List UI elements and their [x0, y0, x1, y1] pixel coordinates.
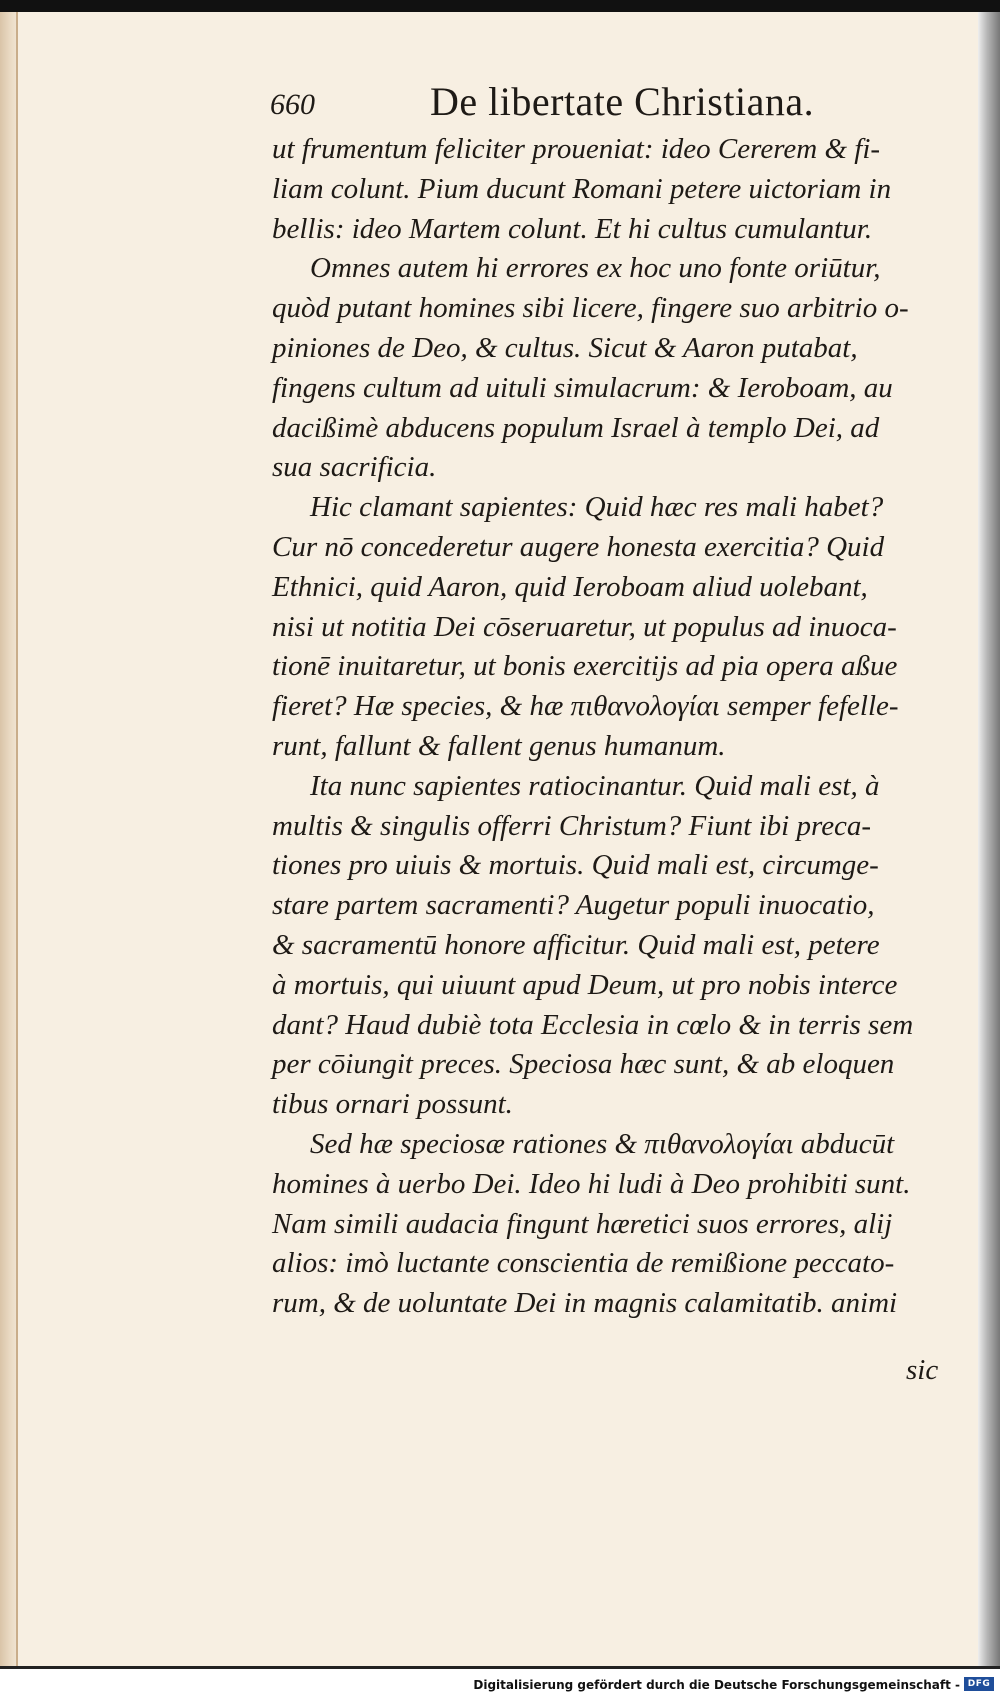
text-line: multis & singulis offerri Christum? Fiunt ibi preca-	[272, 809, 872, 842]
text-line: bellis: ideo Martem colunt. Et hi cultus cumulantur.	[272, 212, 873, 245]
text-line: runt, fallunt & fallent genus humanum.	[272, 729, 726, 762]
text-line: & sacramentū honore afficitur. Quid mali est, petere	[272, 928, 880, 961]
text-line: ut frumentum feliciter proueniat: ideo Cererem & fi-	[272, 133, 881, 165]
dfg-logo: DFG	[964, 1677, 994, 1691]
page-number: 660	[270, 88, 315, 121]
scan-top-border	[0, 0, 1000, 12]
body-text	[272, 130, 957, 1324]
book-left-edge	[0, 12, 18, 1666]
text-line: per cōiungit preces. Speciosa hæc sunt, & ab eloquen	[272, 1048, 895, 1081]
text-line: tionē inuitaretur, ut bonis exercitijs ad pia opera aßue	[272, 650, 898, 683]
text-line: fieret? Hæ species, & hæ πιθανολογίαι semper fefelle-	[272, 690, 899, 723]
text-line: quòd putant homines sibi licere, fingere suo arbitrio o-	[272, 292, 909, 325]
text-line: dant? Haud dubiè tota Ecclesia in cœlo & in terris sem	[272, 1008, 914, 1041]
text-line: nisi ut notitia Dei cōseruaretur, ut populus ad inuoca-	[272, 610, 897, 643]
text-line: rum, & de uoluntate Dei in magnis calamitatib. animi	[272, 1287, 898, 1320]
text-line: Sed hæ speciosæ rationes & πιθανολογίαι abducūt	[310, 1127, 895, 1160]
funding-notice: Digitalisierung gefördert durch die Deutsche Forschungsgemeinschaft -	[473, 1678, 960, 1692]
text-line: stare partem sacramenti? Augetur populi inuocatio,	[272, 889, 875, 922]
text-line: liam colunt. Pium ducunt Romani petere uictoriam in	[272, 172, 892, 205]
text-line: tibus ornari possunt.	[272, 1088, 513, 1121]
text-line: alios: imò luctante conscientia de remißione peccato-	[272, 1247, 895, 1280]
text-line: dacißimè abducens populum Israel à templo Dei, ad	[272, 411, 880, 444]
digitization-footer	[0, 1676, 1000, 1694]
book-right-edge	[978, 12, 1000, 1666]
text-line: Nam simili audacia fingunt hæretici suos errores, alij	[272, 1207, 893, 1240]
text-line: Ita nunc sapientes ratiocinantur. Quid mali est, à	[310, 769, 880, 802]
catchword: sic	[906, 1354, 939, 1386]
text-line: sua sacrificia.	[272, 451, 437, 484]
text-line: piniones de Deo, & cultus. Sicut & Aaron putabat,	[272, 331, 858, 364]
text-line: fingens cultum ad uituli simulacrum: & Ieroboam, au	[272, 371, 893, 404]
text-line: tiones pro uiuis & mortuis. Quid mali est, circumge-	[272, 849, 879, 882]
page-title: De libertate Christiana.	[430, 79, 815, 124]
text-line: Cur nō concederetur augere honesta exercitia? Quid	[272, 530, 885, 563]
text-line: Hic clamant sapientes: Quid hæc res mali habet?	[310, 491, 884, 524]
text-line: homines à uerbo Dei. Ideo hi ludi à Deo prohibiti sunt.	[272, 1167, 911, 1200]
scan-bottom-border	[0, 1666, 1000, 1669]
text-line: Ethnici, quid Aaron, quid Ieroboam aliud uolebant,	[272, 570, 868, 603]
text-line: Omnes autem hi errores ex hoc uno fonte oriūtur,	[310, 252, 881, 285]
running-head	[270, 78, 950, 130]
text-line: à mortuis, qui uiuunt apud Deum, ut pro nobis interce	[272, 968, 898, 1001]
